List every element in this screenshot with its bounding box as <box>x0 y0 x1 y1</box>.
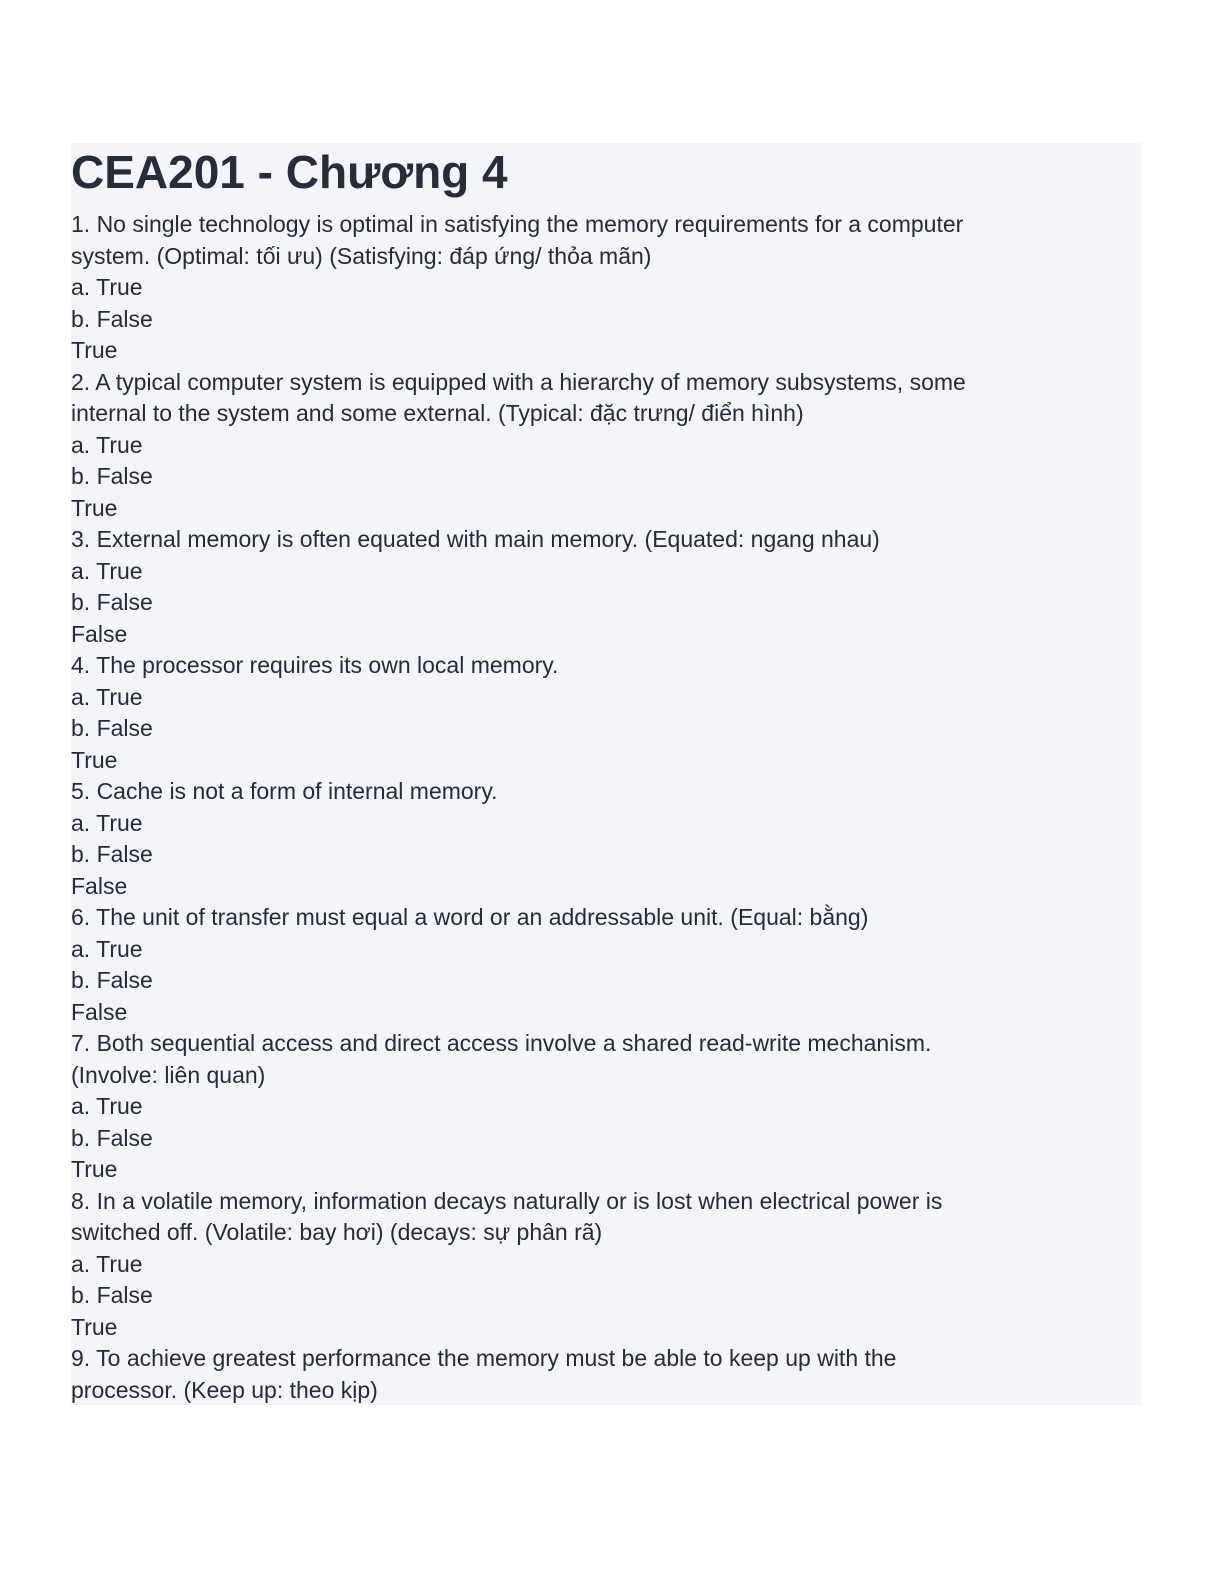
question-8-line-1: 8. In a volatile memory, information decays naturally or is lost when electrical power is <box>71 1187 943 1214</box>
question-7-option-b: b. False <box>71 1124 153 1151</box>
question-2-line-1: 2. A typical computer system is equipped with a hierarchy of memory subsystems, some <box>71 368 966 395</box>
question-list <box>71 209 1141 1406</box>
question-6-option-a: a. True <box>71 935 143 962</box>
question-8-option-a: a. True <box>71 1250 143 1277</box>
question-1-line-2: system. (Optimal: tối ưu) (Satisfying: đáp ứng/ thỏa mãn) <box>71 242 652 269</box>
question-6-answer: False <box>71 998 128 1025</box>
question-1-option-b: b. False <box>71 305 153 332</box>
question-3-line-1: 3. External memory is often equated with main memory. (Equated: ngang nhau) <box>71 526 880 552</box>
question-8-line-2: switched off. (Volatile: bay hơi) (decays: sự phân rã) <box>71 1219 603 1245</box>
question-3-option-b: b. False <box>71 589 153 615</box>
question-5-line-1: 5. Cache is not a form of internal memory. <box>71 778 498 804</box>
question-3-answer: False <box>71 620 128 647</box>
question-5-option-b: b. False <box>71 841 153 867</box>
question-3-option-a: a. True <box>71 557 143 584</box>
question-4-option-a: a. True <box>71 683 143 710</box>
question-8-answer: True <box>71 1313 118 1340</box>
question-1-option-a: a. True <box>71 274 143 300</box>
question-2-answer: True <box>71 494 118 521</box>
question-8-option-b: b. False <box>71 1282 153 1308</box>
question-2-option-a: a. True <box>71 431 143 458</box>
question-9-line-1: 9. To achieve greatest performance the memory must be able to keep up with the <box>71 1345 897 1371</box>
page-title: CEA201 - Chương 4 <box>71 146 508 198</box>
question-7-line-2: (Involve: liên quan) <box>71 1061 266 1088</box>
question-7-answer: True <box>71 1156 118 1182</box>
question-5-option-a: a. True <box>71 809 143 836</box>
question-6-line-1: 6. The unit of transfer must equal a word or an addressable unit. (Equal: bằng) <box>71 904 869 930</box>
question-7-line-1: 7. Both sequential access and direct access involve a shared read-write mechanism. <box>71 1030 932 1056</box>
question-9-line-2: processor. (Keep up: theo kịp) <box>71 1376 378 1403</box>
question-4-line-1: 4. The processor requires its own local memory. <box>71 652 559 678</box>
document-content <box>71 143 1141 1405</box>
question-7-option-a: a. True <box>71 1093 143 1119</box>
question-6-option-b: b. False <box>71 967 153 993</box>
question-2-line-2: internal to the system and some external. (Typical: đặc trưng/ điển hình) <box>71 400 804 426</box>
question-4-answer: True <box>71 746 118 773</box>
question-4-option-b: b. False <box>71 715 153 741</box>
question-5-answer: False <box>71 872 128 899</box>
question-2-option-b: b. False <box>71 463 153 489</box>
question-1-answer: True <box>71 337 118 363</box>
question-1-line-1: 1. No single technology is optimal in satisfying the memory requirements for a computer <box>71 211 964 237</box>
